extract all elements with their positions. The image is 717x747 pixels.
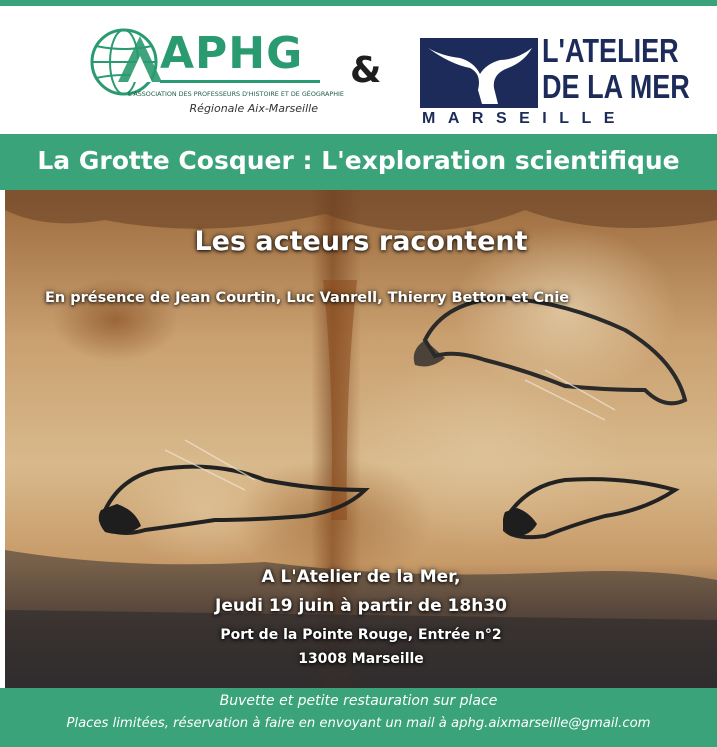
event-date: Jeudi 19 juin à partir de 18h30 bbox=[215, 596, 507, 616]
header-logos bbox=[0, 6, 717, 134]
footer-band bbox=[0, 688, 717, 747]
event-subtitle: Les acteurs racontent bbox=[194, 226, 528, 257]
event-address: Port de la Pointe Rouge, Entrée n°2 bbox=[220, 627, 502, 643]
event-city: 13008 Marseille bbox=[298, 651, 424, 667]
event-place: A L'Atelier de la Mer, bbox=[261, 567, 461, 587]
atelier-line2: DE LA MER bbox=[542, 68, 690, 105]
atelier-city: MARSEILLE bbox=[422, 110, 627, 127]
ampersand: & bbox=[350, 50, 382, 91]
cave-painting-image bbox=[5, 190, 717, 688]
aphg-region: Régionale Aix-Marseille bbox=[189, 102, 318, 115]
atelier-de-la-mer-logo bbox=[420, 28, 690, 128]
atelier-line1: L'ATELIER bbox=[542, 32, 679, 69]
aphg-name: APHG bbox=[160, 28, 304, 79]
page-title: La Grotte Cosquer : L'exploration scientifique bbox=[37, 146, 680, 175]
whale-tail-icon bbox=[420, 38, 538, 108]
title-band bbox=[0, 134, 717, 190]
aphg-association: L'ASSOCIATION DES PROFESSEURS D'HISTOIRE ET DE GÉOGRAPHIE bbox=[128, 90, 344, 98]
footer-reservation: Places limitées, réservation à faire en envoyant un mail à aphg.aixmarseille@gmail.com bbox=[66, 716, 651, 731]
aphg-divider bbox=[160, 80, 320, 83]
footer-refreshments: Buvette et petite restauration sur place bbox=[219, 693, 498, 709]
aphg-logo bbox=[88, 20, 344, 124]
event-presence: En présence de Jean Courtin, Luc Vanrell, Thierry Betton et Cnie bbox=[45, 290, 570, 306]
